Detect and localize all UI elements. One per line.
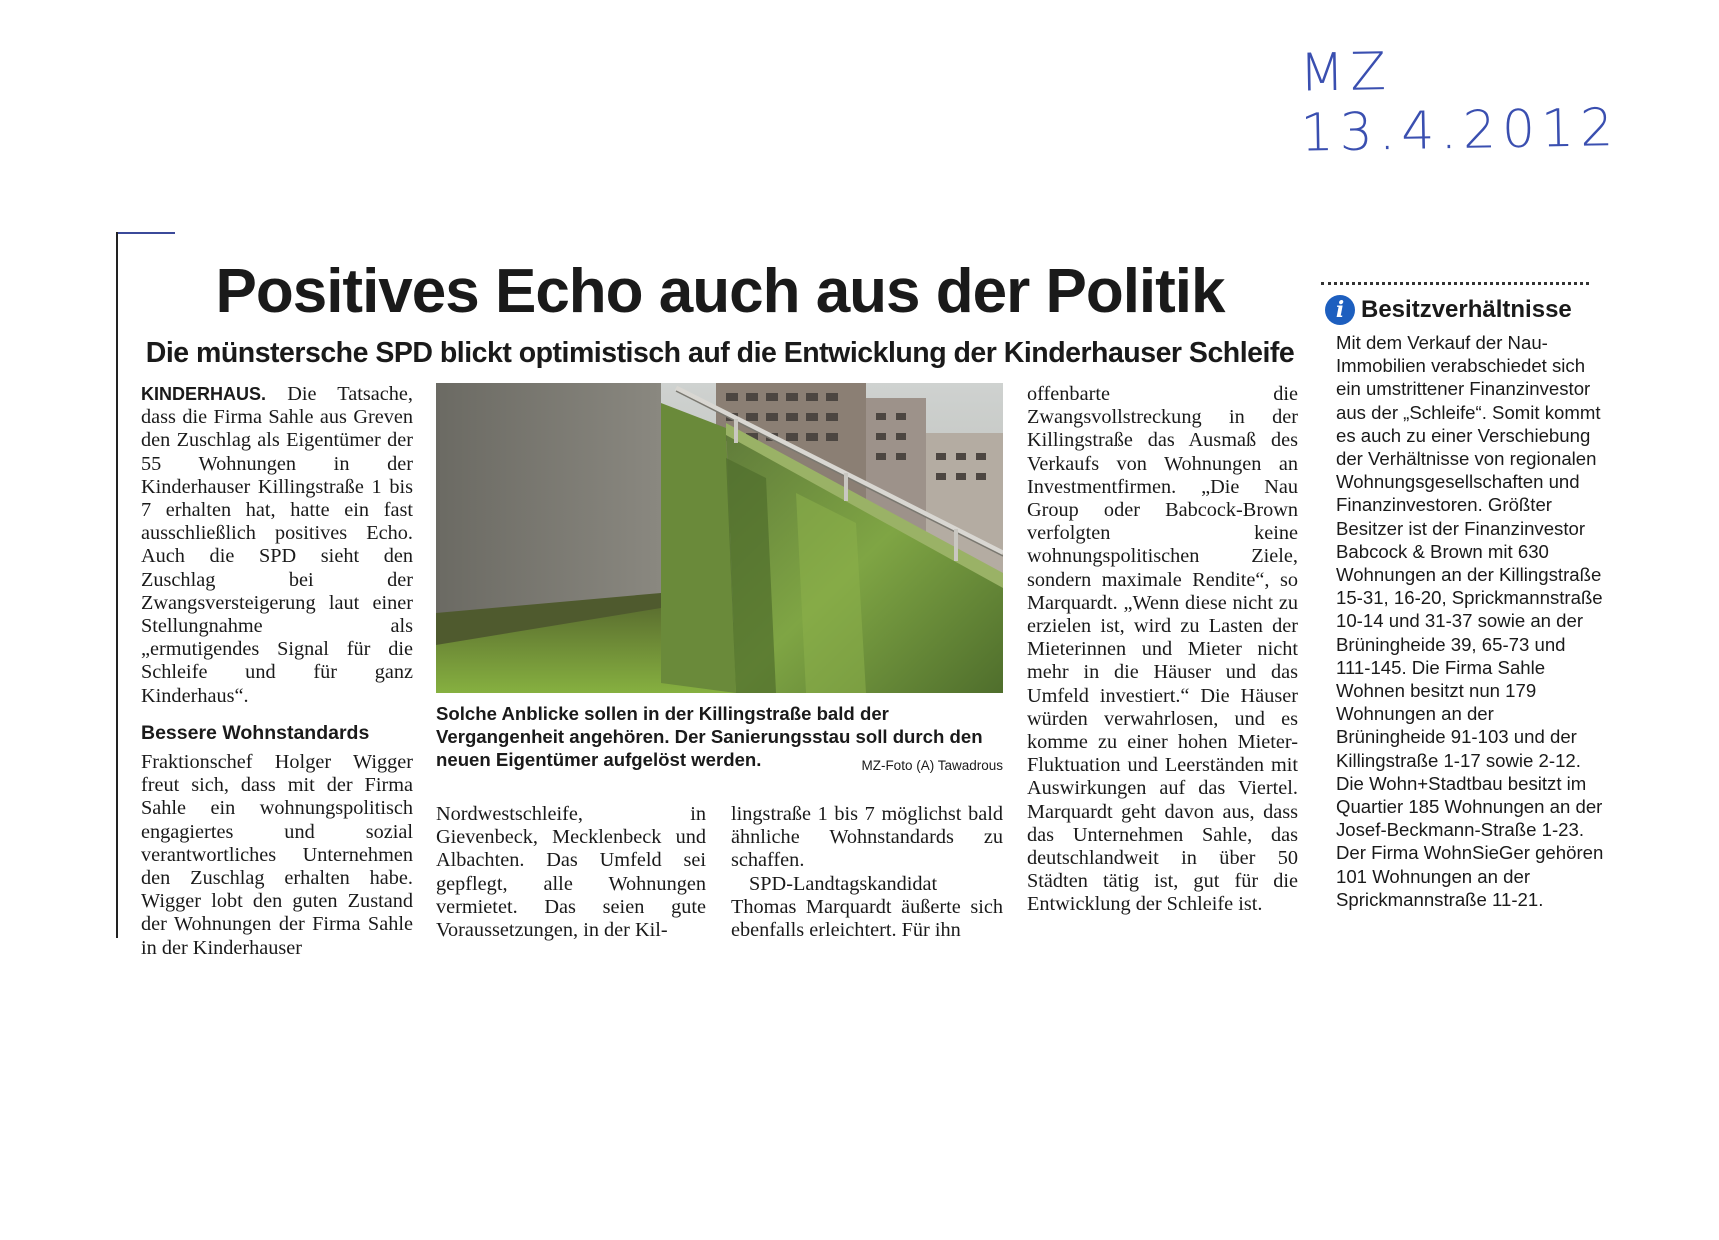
- article-column-1: [141, 383, 413, 960]
- column-2-body: Nordwestschleife, in Gievenbeck, Mecklenbeck und Albachten. Das Umfeld sei gepflegt, alle Wohnungen vermietet. Das seien gute Voraussetzungen, in der Kil-: [436, 803, 706, 942]
- column-4-body: offenbarte die Zwangsvollstreckung in der Killingstraße das Ausmaß des Verkaufs von Wohnungen an Investmentfirmen. „Die Nau Group oder Babcock-Brown verfolgten keine wohnungspolitischen Ziele, sondern maximale Rendite“, so Marquardt. „Wenn diese nicht zu erzielen ist, wird zu Lasten der Mieterinnen und Mieter nicht mehr in die Häuser und das Umfeld investiert.“ Die Häuser würden verwahrlosen, und es komme zu einer hohen Mieter-Fluktuation und Leerständen mit Auswirkungen auf das Viertel. Marquardt geht davon aus, dass das Unternehmen Sahle, das deutschlandweit in über 50 Städten tätig ist, gut für die Entwicklung der Schleife ist.: [1027, 383, 1298, 916]
- article-headline: Positives Echo auch aus der Politik: [215, 257, 1225, 326]
- infobox-text: Mit dem Verkauf der Nau-Immobilien verabschiedet sich ein umstrittener Finanzinvestor aus der „Schleife“. Somit kommt es auch zu einer Verschiebung der Verhältnisse von regionalen Wohnungsgesellschaften und Finanzinvestoren. Größter Besitzer ist der Finanzinvestor Babcock & Brown mit 630 Wohnungen an der Killingstraße 15-31, 16-20, Sprickmannstraße 10-14 und 31-37 sowie an der Brüningheide 39, 65-73 und 111-145. Die Firma Sahle Wohnen besitzt nun 179 Wohnungen an der Brüningheide 91-103 und der Killingstraße 1-17 sowie 2-12. Die Wohn+Stadtbau besitzt im Quartier 185 Wohnungen an der Josef-Beckmann-Straße 1-23. Der Firma WohnSieGer gehören 101 Wohnungen an der Sprickmannstraße 11-21.: [1336, 332, 1604, 910]
- lead-paragraph: [141, 383, 413, 708]
- column-1-body: Fraktionschef Holger Wigger freut sich, dass mit der Firma Sahle ein wohnungspolitisch engagiertes und sozial verantwortliches Unternehmen den Zuschlag erhalten habe. Wigger lobt den guten Zustand der Wohnungen der Firma Sahle in der Kinderhauser: [141, 751, 413, 959]
- column-3-body-1: lingstraße 1 bis 7 möglichst bald ähnliche Wohnstandards zu schaffen.: [731, 803, 1003, 872]
- article-photo: [436, 383, 1003, 693]
- article-column-2: [436, 803, 706, 942]
- infobox-dotted-rule: [1321, 282, 1589, 285]
- info-icon: i: [1325, 295, 1355, 325]
- photo-credit: MZ-Foto (A) Tawadrous: [861, 758, 1003, 773]
- infobox-title: [1325, 292, 1572, 328]
- column-3-body-2: SPD-Landtagskandidat Thomas Marquardt äußerte sich ebenfalls erleichtert. Für ihn: [731, 872, 1003, 942]
- dateline: KINDERHAUS.: [141, 384, 267, 404]
- infobox-title-text: Besitzverhältnisse: [1361, 296, 1572, 323]
- handwritten-date-note: MZ 13.4.2012: [1298, 42, 1620, 164]
- article-subheadline: Die münstersche SPD blickt optimistisch auf die Entwicklung der Kinderhauser Schleife: [145, 337, 1295, 369]
- photo-caption: Solche Anblicke sollen in der Killingstraße bald der Vergangenheit angehören. Der Sanierungsstau soll durch den neuen Eigentümer aufgelöst werden.: [436, 703, 983, 770]
- balcony-photo-illustration: [436, 383, 1003, 693]
- article-column-4: [1027, 383, 1298, 917]
- crosshead: Bessere Wohnstandards: [141, 721, 370, 744]
- article-column-3: [731, 803, 1003, 942]
- clipping-border-left: [116, 232, 118, 938]
- lead-text: Die Tatsache, dass die Firma Sahle aus Greven den Zuschlag als Eigentümer der 55 Wohnungen in der Kinderhauser Killingstraße 1 bis 7 erhalten hat, hatte ein fast ausschließlich positives Echo. Auch die SPD sieht den Zuschlag bei der Zwangsversteigerung laut einer Stellungnahme als „ermutigendes Signal für die Schleife und für ganz Kinderhaus“.: [141, 383, 413, 707]
- clipping-border-top: [117, 232, 175, 234]
